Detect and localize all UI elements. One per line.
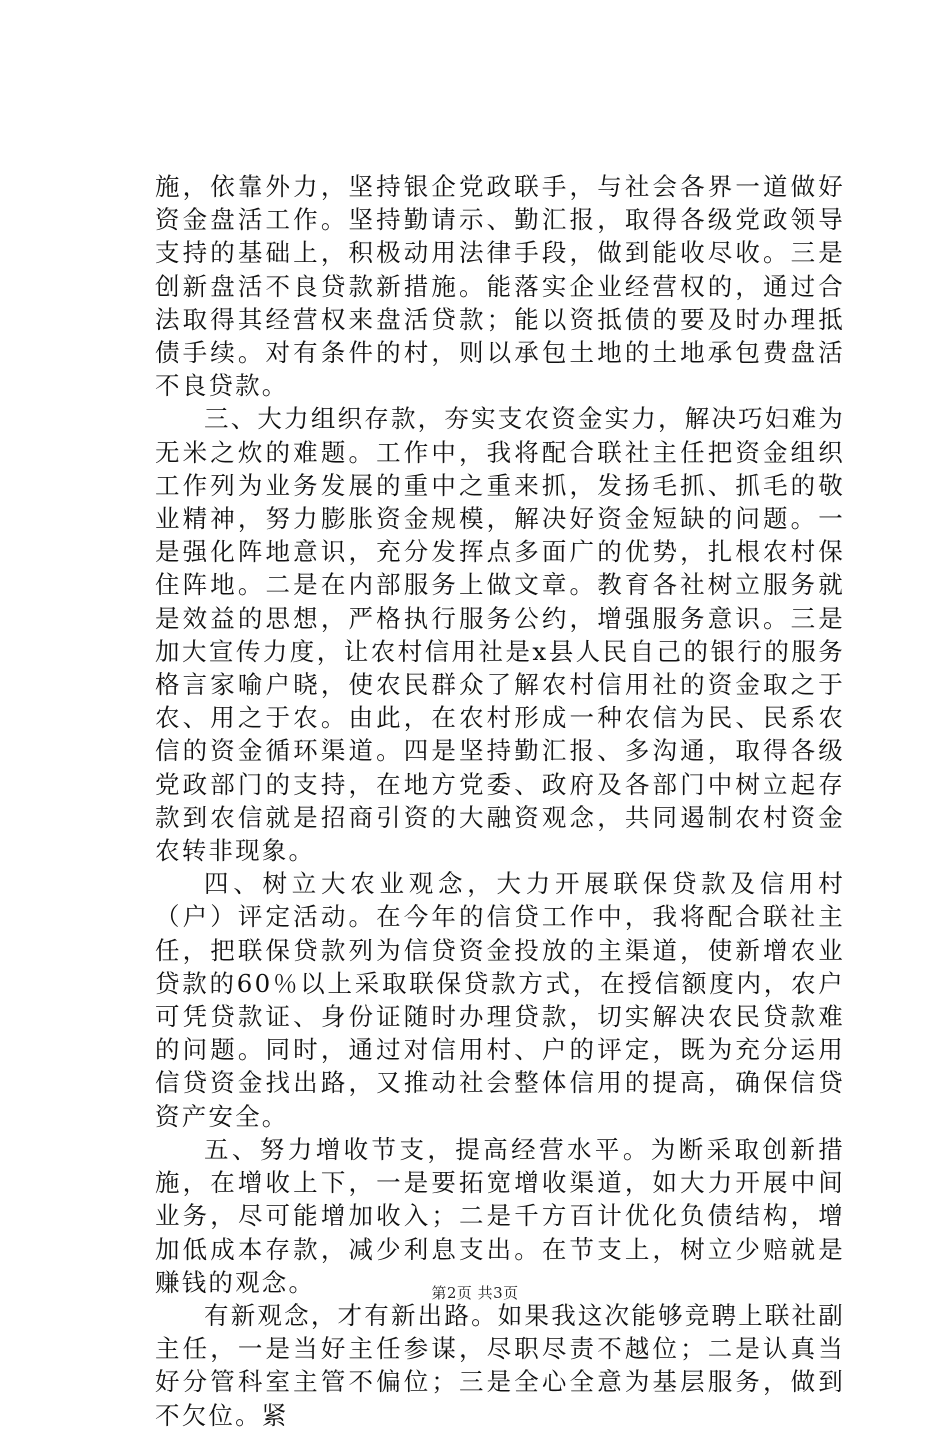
page-number-footer: 第2页 共3页 [431, 1284, 519, 1302]
paragraph: 有新观念，才有新出路。如果我这次能够竞聘上联社副主任，一是当好主任参谋，尽职尽责不越位；二是认真当好分管科室主管不偏位；三是全心全意为基层服务，做到不欠位。紧 [155, 1300, 845, 1430]
paragraph: 五、努力增收节支，提高经营水平。为断采取创新措施，在增收上下，一是要拓宽增收渠道，如大力开展中间业务，尽可能增加收入；二是千方百计优化负债结构，增加低成本存款，减少利息支出。在节支上，树立少赔就是赚钱的观念。 [155, 1134, 845, 1297]
paragraph: 施，依靠外力，坚持银企党政联手，与社会各界一道做好资金盘活工作。坚持勤请示、勤汇报，取得各级党政领导支持的基础上，积极动用法律手段，做到能收尽收。三是创新盘活不良贷款新措施。能落实企业经营权的，通过合法取得其经营权来盘活贷款；能以资抵债的要及时办理抵债手续。对有条件的村，则以承包土地的土地承包费盘活不良贷款。 [155, 172, 845, 401]
paragraph: 三、大力组织存款，夯实支农资金实力，解决巧妇难为无米之炊的难题。工作中，我将配合联社主任把资金组织工作列为业务发展的重中之重来抓，发扬毛抓、抓毛的敬业精神，努力膨胀资金规模，解决好资金短缺的问题。一是强化阵地意识，充分发挥点多面广的优势，扎根农村保住阵地。二是在内部服务上做文章。教育各社树立服务就是效益的思想，严格执行服务公约，增强服务意识。三是加大宣传力度，让农村信用社是x县人民自己的银行的服务格言家喻户晓，使农民群众了解农村信用社的资金取之于农、用之于农。由此，在农村形成一种农信为民、民系农信的资金循环渠道。四是坚持勤汇报、多沟通，取得各级党政部门的支持，在地方党委、政府及各部门中树立起存款到农信就是招商引资的大融资观念，共同遏制农村资金农转非现象。 [155, 404, 845, 866]
paragraph: 四、树立大农业观念，大力开展联保贷款及信用村（户）评定活动。在今年的信贷工作中，我将配合联社主任，把联保贷款列为信贷资金投放的主渠道，使新增农业贷款的60％以上采取联保贷款方式，在授信额度内，农户可凭贷款证、身份证随时办理贷款，切实解决农民贷款难的问题。同时，通过对信用村、户的评定，既为充分运用信贷资金找出路，又推动社会整体信用的提高，确保信贷资产安全。 [155, 869, 845, 1131]
document-body [155, 170, 845, 1432]
